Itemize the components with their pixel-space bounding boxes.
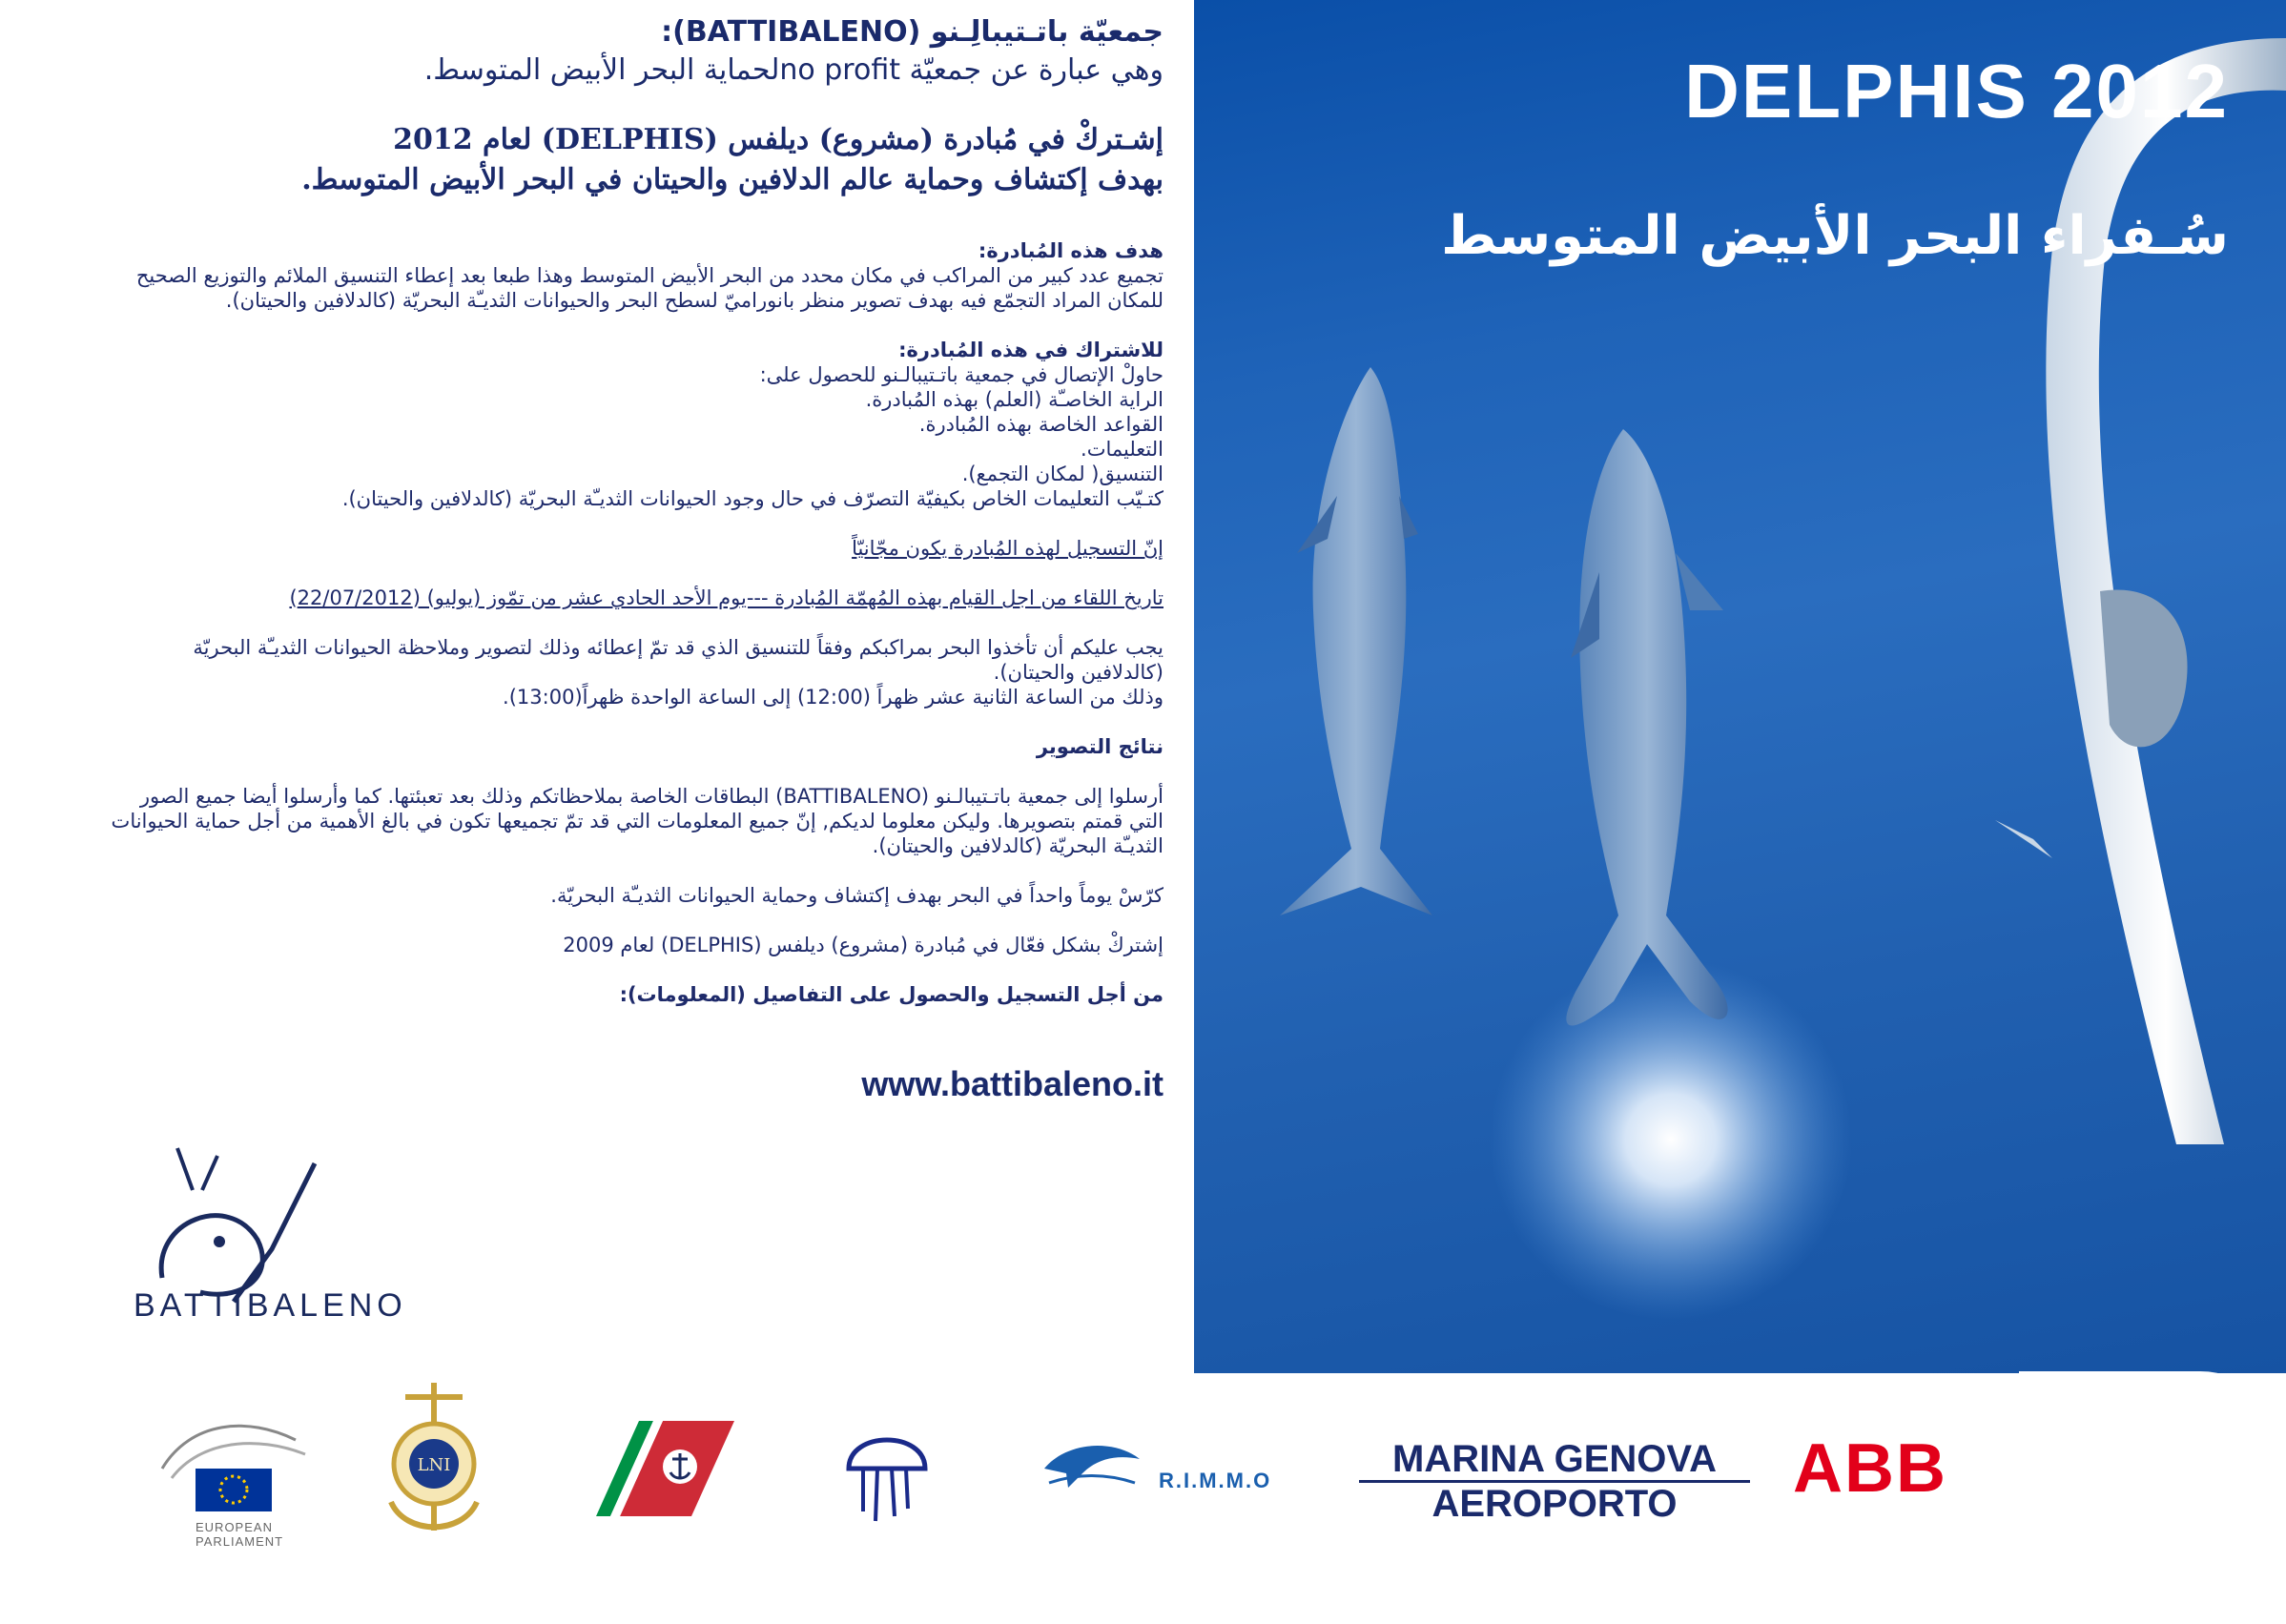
flyer-text-column bbox=[105, 13, 1164, 1104]
goal-text: تجميع عدد كبير من المراكب في مكان محدد من البحر الأبيض المتوسط وهذا طبعا بعد إعطاء التنسيق الملائم والتوزيع الصحيح للمكان المراد التجمّع فيه بهدف تصوير منظر بانوراميّ لسطح البحر والحيوانات الثديـّة البحريّة (كالدلافين والحيتان). bbox=[135, 264, 1164, 312]
free-registration: إنّ التسجيل لهذه المُبادرة يكون مجّانيّاً bbox=[852, 537, 1164, 560]
goal-title: هدف هذه المُبادرة: bbox=[978, 239, 1164, 262]
dolphin-icon bbox=[1040, 1430, 1144, 1497]
participate-title: للاشتراك في هذه المُبادرة: bbox=[898, 339, 1164, 361]
boat-rail bbox=[2046, 38, 2286, 1144]
jellyfish-icon bbox=[839, 1421, 935, 1526]
photo-subtitle: سُـفراء البحر الأبيض المتوسط bbox=[1441, 205, 2229, 267]
dedicate-text: كرّسْ يوماً واحداً في البحر بهدف إكتشاف وحماية الحيوانات الثديـّة البحريّة. bbox=[550, 884, 1164, 907]
headline-line-1: إشـتركْ في مُبادرة (مشروع) ديلفس (DELPHIS) لعام 2012 bbox=[393, 123, 1164, 156]
rimmo-logo bbox=[1040, 1430, 1307, 1516]
participate-line: كتـيّب التعليمات الخاص بكيفيّة التصرّف في حال وجود الحيوانات الثديـّة البحريّة (كالدلافين والحيتان). bbox=[341, 487, 1164, 510]
rimmo-label: R.I.M.M.O bbox=[1159, 1469, 1272, 1492]
anchor-emblem-icon bbox=[377, 1378, 491, 1540]
coast-guard-icon bbox=[596, 1421, 734, 1516]
eu-parliament-label: EUROPEAN PARLIAMENT bbox=[196, 1520, 284, 1549]
results-title: نتائج التصوير bbox=[1036, 735, 1164, 758]
participate-2009-text: إشتركْ بشكل فعّال في مُبادرة (مشروع) ديلفس (DELPHIS) لعام 2009 bbox=[563, 934, 1164, 956]
svg-text:LNI: LNI bbox=[417, 1455, 451, 1475]
battibaleno-brand-text: BATTIBALENO bbox=[134, 1287, 407, 1324]
jellyfish-logo bbox=[839, 1421, 935, 1526]
marina-genova-line-2: AEROPORTO bbox=[1431, 1483, 1678, 1525]
association-description: وهي عبارة عن جمعيّة no profitلحماية البحر الأبيض المتوسط. bbox=[423, 53, 1164, 87]
participate-line: الراية الخاصـّة (العلم) بهذه المُبادرة. bbox=[865, 388, 1164, 411]
boat-fitting bbox=[2100, 589, 2188, 747]
participate-line: التعليمات. bbox=[1081, 438, 1164, 461]
lega-navale-logo bbox=[377, 1378, 491, 1540]
dolphin-photo bbox=[1194, 0, 2286, 1373]
marina-genova-line-1: MARINA GENOVA bbox=[1392, 1438, 1717, 1480]
instructions-time: وذلك من الساعة الثانية عشر ظهراً (12:00) إلى الساعة الواحدة ظهراً(13:00). bbox=[503, 686, 1164, 709]
sun-reflection bbox=[1490, 958, 1852, 1321]
participate-line: التنسيق( لمكان التجمع). bbox=[961, 463, 1164, 485]
participate-line: القواعد الخاصة بهذه المُبادرة. bbox=[918, 413, 1164, 436]
photo-title: DELPHIS 2012 bbox=[1684, 49, 2229, 134]
website-link[interactable]: www.battibaleno.it bbox=[861, 1064, 1164, 1103]
register-info: من أجل التسجيل والحصول على التفاصيل (المعلومات): bbox=[619, 983, 1164, 1006]
body-text bbox=[105, 238, 1164, 1007]
sponsor-logo-bar bbox=[0, 1373, 2286, 1624]
marina-genova-logo bbox=[1359, 1440, 1750, 1526]
association-name: جمعيّة باتـتيبالِـنو (BATTIBALENO): bbox=[661, 15, 1164, 49]
dolphin-left bbox=[1280, 367, 1432, 915]
dolphin-right bbox=[1566, 429, 1727, 1025]
meeting-date: تاريخ اللقاء من اجل القيام بهذه المُهمّة المُبادرة ---يوم الأحد الحادي عشر من تمّوز (يوليو) (22/07/2012) bbox=[289, 586, 1164, 609]
participate-line: حاولْ الإتصال في جمعية باتـتيبالـنو للحصول على: bbox=[759, 363, 1164, 386]
headline bbox=[105, 120, 1164, 200]
instructions-text: يجب عليكم أن تأخذوا البحر بمراكبكم وفقاً للتنسيق الذي قد تمّ إعطائه وذلك لتصوير وملاحظة الحيوانات الثديـّة البحريّة (كالدلافين والحيتان). bbox=[193, 636, 1164, 684]
results-text: أرسلوا إلى جمعية باتـتيبالـنو (BATTIBALENO) البطاقات الخاصة بملاحظاتكم وذلك بعد تعبئتها. كما وأرسلوا أيضا جميع الصور التي قمتم بتصويرها. وليكن معلوما لديكم, إنّ جميع المعلومات التي قد تمّ تجميعها تكون في بالغ الأهمية من أجل حماية الحيوانات الثديـّة البحريّة (كالدلافين والحيتان). bbox=[111, 785, 1164, 857]
abb-logo: ABB bbox=[1793, 1430, 1947, 1507]
headline-line-2: بهدف إكتشاف وحماية عالم الدلافين والحيتان في البحر الأبيض المتوسط. bbox=[301, 163, 1164, 196]
european-parliament-icon bbox=[153, 1411, 334, 1516]
european-parliament-logo bbox=[153, 1411, 334, 1554]
coast-guard-logo bbox=[596, 1421, 734, 1516]
